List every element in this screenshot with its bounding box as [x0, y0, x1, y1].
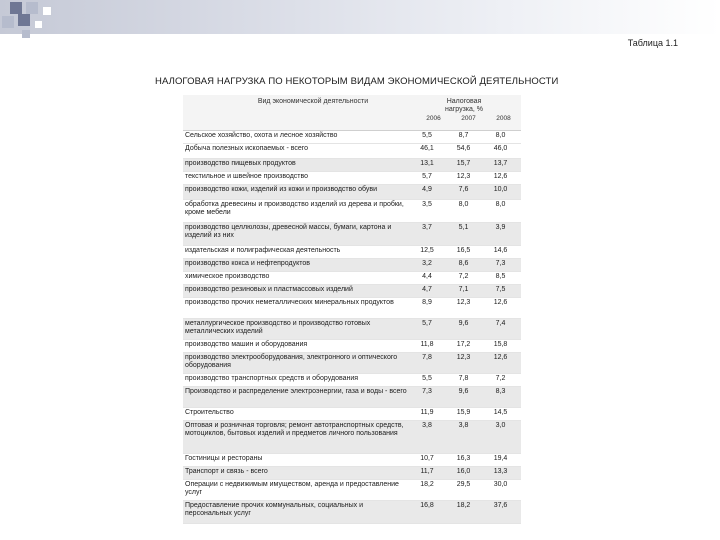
tax-load-value: 8,7 [458, 132, 469, 139]
tax-load-value: 29,5 [456, 481, 471, 488]
tax-load-value: 13,7 [493, 160, 508, 167]
tax-load-value: 7,2 [495, 375, 506, 382]
tax-load-value: 7,1 [458, 286, 469, 293]
tax-load-value: 7,8 [458, 375, 469, 382]
table-row [183, 200, 521, 223]
table-row [183, 387, 521, 408]
activity-name: производство электрооборудования, электронного и оптического оборудования [185, 354, 398, 369]
activity-name: издательская и полиграфическая деятельность [185, 247, 341, 254]
table-row [183, 319, 521, 340]
table-header [183, 95, 521, 131]
decorative-square [26, 2, 38, 14]
decorative-square [10, 2, 22, 14]
activity-name: Сельское хозяйство, охота и лесное хозяйство [185, 132, 338, 139]
tax-load-value: 16,0 [456, 468, 471, 475]
tax-load-value: 3,2 [422, 260, 432, 267]
tax-load-value: 17,2 [456, 341, 471, 348]
table-row [183, 272, 521, 285]
table-row [183, 131, 521, 144]
tax-load-value: 13,3 [493, 468, 508, 475]
tax-load-value: 16,8 [420, 502, 434, 509]
activity-name: производство резиновых и пластмассовых изделий [185, 286, 353, 293]
tax-load-value: 12,6 [493, 299, 508, 306]
tax-load-value: 4,4 [422, 273, 432, 280]
tax-load-value: 7,8 [422, 354, 432, 361]
tax-load-value: 8,6 [458, 260, 469, 267]
tax-load-value: 16,5 [456, 247, 471, 254]
table-body [183, 131, 521, 524]
activity-name: химическое производство [185, 273, 270, 280]
table-row [183, 353, 521, 374]
tax-load-value: 12,3 [456, 173, 471, 180]
table-row [183, 246, 521, 259]
decorative-square [18, 14, 30, 26]
tax-load-value: 8,9 [422, 299, 432, 306]
tax-load-value: 12,3 [456, 299, 471, 306]
activity-name: Производство и распределение электроэнергии, газа и воды - всего [185, 388, 407, 395]
tax-load-value: 46,0 [493, 145, 508, 152]
decorative-square [34, 20, 43, 29]
tax-load-value: 7,2 [458, 273, 469, 280]
tax-load-value: 7,6 [458, 186, 469, 193]
tax-load-value: 8,3 [495, 388, 506, 395]
tax-load-value: 12,5 [420, 247, 434, 254]
tax-load-value: 13,1 [420, 160, 434, 167]
table-row [183, 480, 521, 501]
activity-name: производство кожи, изделий из кожи и производство обуви [185, 186, 377, 193]
activity-name: текстильное и швейное производство [185, 173, 309, 180]
tax-load-value: 12,3 [456, 354, 471, 361]
tax-load-value: 8,0 [458, 201, 469, 208]
tax-load-value: 4,9 [422, 186, 432, 193]
table-row [183, 467, 521, 480]
table-row [183, 185, 521, 200]
tax-load-value: 5,7 [422, 320, 432, 327]
tax-load-value: 18,2 [456, 502, 471, 509]
table-row [183, 298, 521, 319]
activity-name: Добыча полезных ископаемых - всего [185, 145, 309, 152]
tax-load-value: 15,8 [493, 341, 508, 348]
tax-load-value: 4,7 [422, 286, 432, 293]
decorative-square [2, 16, 14, 28]
tax-load-value: 11,7 [420, 468, 434, 475]
header-tax-load: Налоговая нагрузка, % [444, 98, 484, 113]
tax-load-value: 46,1 [420, 145, 434, 152]
activity-name: производство кокса и нефтепродуктов [185, 260, 310, 267]
table-row [183, 144, 521, 159]
tax-load-value: 9,6 [458, 320, 469, 327]
tax-burden-table [183, 95, 521, 524]
table-row [183, 159, 521, 172]
tax-load-value: 11,8 [420, 341, 434, 348]
header-year: 2008 [496, 115, 511, 122]
tax-load-value: 15,7 [456, 160, 471, 167]
activity-name: Операции с недвижимым имуществом, аренда и предоставление услуг [185, 481, 399, 496]
table-row [183, 285, 521, 298]
table-label: Таблица 1.1 [627, 38, 678, 48]
table-row [183, 223, 521, 246]
table-row [183, 340, 521, 353]
table-row [183, 421, 521, 454]
tax-load-value: 8,5 [495, 273, 506, 280]
header-years [416, 115, 521, 122]
header-activity-kind: Вид экономической деятельности [257, 98, 369, 105]
tax-load-value: 9,6 [458, 388, 469, 395]
table-row [183, 454, 521, 467]
tax-load-value: 5,1 [458, 224, 469, 231]
tax-load-value: 3,9 [495, 224, 506, 231]
tax-load-value: 54,6 [456, 145, 471, 152]
tax-load-value: 19,4 [493, 455, 508, 462]
tax-load-value: 7,3 [495, 260, 506, 267]
table-row [183, 259, 521, 272]
tax-load-value: 30,0 [493, 481, 508, 488]
activity-name: Транспорт и связь - всего [185, 468, 268, 475]
tax-load-value: 5,5 [422, 132, 432, 139]
tax-load-value: 3,8 [458, 422, 469, 429]
tax-load-value: 14,6 [493, 247, 508, 254]
activity-name: обработка древесины и производство изделий из дерева и пробки, кроме мебели [185, 201, 404, 216]
tax-load-value: 3,7 [422, 224, 432, 231]
activity-name: Предоставление прочих коммунальных, социальных и персональных услуг [185, 502, 364, 517]
tax-load-value: 8,0 [495, 132, 506, 139]
tax-load-value: 7,4 [495, 320, 506, 327]
tax-load-value: 10,7 [420, 455, 434, 462]
decorative-square [42, 6, 52, 16]
tax-load-value: 10,0 [493, 186, 508, 193]
header-year: 2007 [461, 115, 476, 122]
page-title: НАЛОГОВАЯ НАГРУЗКА ПО НЕКОТОРЫМ ВИДАМ ЭКОНОМИЧЕСКОЙ ДЕЯТЕЛЬНОСТИ [155, 76, 559, 87]
tax-load-value: 11,9 [420, 409, 434, 416]
header-year: 2006 [426, 115, 441, 122]
decorative-square [22, 30, 30, 38]
tax-load-value: 3,0 [495, 422, 506, 429]
activity-name: Строительство [185, 409, 234, 416]
tax-load-value: 3,8 [422, 422, 432, 429]
table-row [183, 172, 521, 185]
tax-load-value: 12,6 [493, 354, 508, 361]
activity-name: производство прочих неметаллических минеральных продуктов [185, 299, 394, 306]
activity-name: Гостиницы и рестораны [185, 455, 263, 462]
table-row [183, 408, 521, 421]
table-row [183, 501, 521, 524]
activity-name: Оптовая и розничная торговля; ремонт автотранспортных средств, мотоциклов, бытовых изделий и предметов личного пользования [185, 422, 404, 437]
tax-load-value: 8,0 [495, 201, 506, 208]
tax-load-value: 16,3 [456, 455, 471, 462]
tax-load-value: 3,5 [422, 201, 432, 208]
header-banner [0, 0, 720, 34]
activity-name: производство машин и оборудования [185, 341, 308, 348]
activity-name: производство транспортных средств и оборудования [185, 375, 359, 382]
activity-name: производство пищевых продуктов [185, 160, 296, 167]
tax-load-value: 5,5 [422, 375, 432, 382]
activity-name: производство целлюлозы, древесной массы, бумаги, картона и изделий из них [185, 224, 392, 239]
activity-name: металлургическое производство и производство готовых металлических изделий [185, 320, 371, 335]
tax-load-value: 15,9 [456, 409, 471, 416]
tax-load-value: 18,2 [420, 481, 434, 488]
tax-load-value: 37,6 [493, 502, 508, 509]
tax-load-value: 5,7 [422, 173, 432, 180]
tax-load-value: 14,5 [493, 409, 508, 416]
tax-load-value: 12,6 [493, 173, 508, 180]
table-row [183, 374, 521, 387]
tax-load-value: 7,5 [495, 286, 506, 293]
tax-load-value: 7,3 [422, 388, 432, 395]
